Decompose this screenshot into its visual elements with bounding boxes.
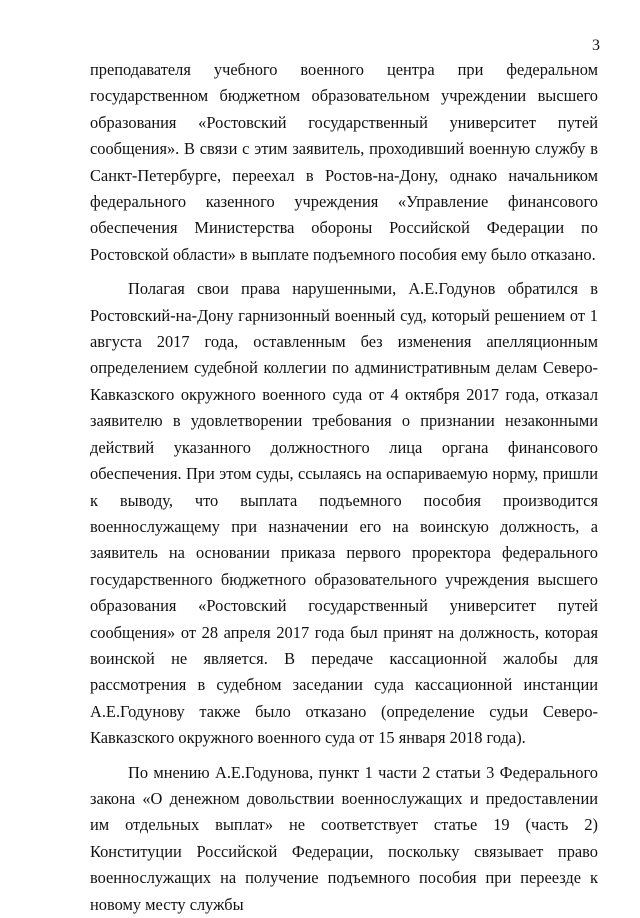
document-body [90,57,598,918]
paragraph-court-decision: Полагая свои права нарушенными, А.Е.Годунов обратился в Ростовский-на-Дону гарнизонный военный суд, который решением от 1 августа 2017 года, оставленным без изменения апелляционным определением судебной коллегии по административным делам Северо-Кавказского окружного военного суда от 4 октября 2017 года, отказал заявителю в удовлетворении требования о признании незаконными действий указанного должностного лица органа финансового обеспечения. При этом суды, ссылаясь на оспариваемую норму, пришли к выводу, что выплата подъемного пособия производится военнослужащему при назначении его на воинскую должность, а заявитель на основании приказа первого проректора федерального государственного бюджетного образовательного учреждения высшего образования «Ростовский государственный университет путей сообщения» от 28 апреля 2017 года был принят на должность, которая воинской не является. В передаче кассационной жалобы для рассмотрения в судебном заседании суда кассационной инстанции А.Е.Годунову также было отказано (определение судьи Северо-Кавказского окружного военного суда от 15 января 2018 года). [90,279,598,748]
paragraph-continuation: преподавателя учебного военного центра при федеральном государственном бюджетном образовательном учреждении высшего образования «Ростовский государственный университет путей сообщения». В связи с этим заявитель, проходивший военную службу в Санкт-Петербурге, переехал в Ростов-на-Дону, однако начальником федерального казенного учреждения «Управление финансового обеспечения Министерства обороны Российской Федерации по Ростовской области» в выплате подъемного пособия ему было отказано. [90,60,598,264]
paragraph-applicant-opinion: По мнению А.Е.Годунова, пункт 1 части 2 статьи 3 Федерального закона «О денежном довольствии военнослужащих и предоставлении им отдельных выплат» не соответствует статье 19 (часть 2) Конституции Российской Федерации, поскольку связывает право военнослужащих на получение подъемного пособия при переезде к новому месту службы [90,762,598,914]
page-number: 3 [592,37,600,54]
